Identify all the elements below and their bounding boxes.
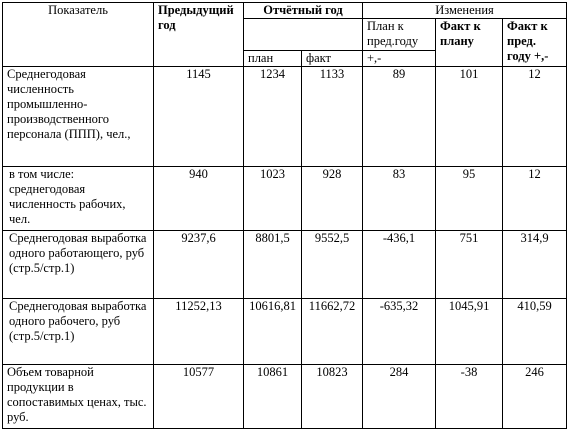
cell-fact-vs-plan: 1045,91 — [436, 299, 503, 365]
cell-plan: 10861 — [244, 365, 302, 429]
table-row — [3, 167, 567, 231]
cell-fact: 9552,5 — [302, 231, 363, 299]
table-row — [3, 67, 567, 167]
cell-fact: 928 — [302, 167, 363, 231]
cell-fact: 10823 — [302, 365, 363, 429]
header-indicator: Показатель — [3, 3, 154, 67]
cell-previous-year: 11252,13 — [154, 299, 244, 365]
cell-plan: 1023 — [244, 167, 302, 231]
header-fact-vs-plan: Факт к плану — [436, 19, 503, 67]
header-report-year: Отчётный год — [244, 3, 363, 19]
cell-fact-vs-plan: 95 — [436, 167, 503, 231]
cell-fact-vs-prev: 12 — [503, 67, 567, 167]
table-row — [3, 365, 567, 429]
row-indicator: Среднегодовая выработка одного рабочего, руб (стр.5/стр.1) — [3, 299, 154, 365]
header-fact-vs-prev: Факт к пред. году +,- — [503, 19, 567, 67]
cell-fact-vs-prev: 314,9 — [503, 231, 567, 299]
cell-plan: 8801,5 — [244, 231, 302, 299]
header-fact: факт — [302, 51, 363, 67]
cell-fact-vs-prev: 410,59 — [503, 299, 567, 365]
header-plan: план — [244, 51, 302, 67]
row-indicator: Среднегодовая численность промышленно-производственного персонала (ППП), чел., — [3, 67, 154, 167]
header-plan-vs-prev: План к пред.году — [363, 19, 436, 51]
row-indicator: в том числе: среднегодовая численность рабочих, чел. — [3, 167, 154, 231]
cell-previous-year: 1145 — [154, 67, 244, 167]
header-plan-vs-prev-sign: +,- — [363, 51, 436, 67]
cell-fact-vs-plan: 751 — [436, 231, 503, 299]
cell-plan-vs-prev: -635,32 — [363, 299, 436, 365]
cell-plan-vs-prev: 89 — [363, 67, 436, 167]
cell-previous-year: 10577 — [154, 365, 244, 429]
cell-fact: 1133 — [302, 67, 363, 167]
cell-previous-year: 940 — [154, 167, 244, 231]
cell-plan: 10616,81 — [244, 299, 302, 365]
cell-plan-vs-prev: 83 — [363, 167, 436, 231]
cell-fact-vs-prev: 12 — [503, 167, 567, 231]
table-row — [3, 299, 567, 365]
cell-fact: 11662,72 — [302, 299, 363, 365]
cell-plan-vs-prev: 284 — [363, 365, 436, 429]
cell-plan-vs-prev: -436,1 — [363, 231, 436, 299]
cell-plan: 1234 — [244, 67, 302, 167]
cell-fact-vs-plan: 101 — [436, 67, 503, 167]
cell-fact-vs-plan: -38 — [436, 365, 503, 429]
header-previous-year: Предыдущий год — [154, 3, 244, 67]
row-indicator: Среднегодовая выработка одного работающего, руб (стр.5/стр.1) — [3, 231, 154, 299]
row-indicator: Объем товарной продукции в сопоставимых ценах, тыс. руб. — [3, 365, 154, 429]
header-report-year-blank — [244, 19, 363, 51]
cell-previous-year: 9237,6 — [154, 231, 244, 299]
table-row — [3, 231, 567, 299]
header-changes: Изменения — [363, 3, 567, 19]
indicators-table — [2, 2, 567, 429]
cell-fact-vs-prev: 246 — [503, 365, 567, 429]
